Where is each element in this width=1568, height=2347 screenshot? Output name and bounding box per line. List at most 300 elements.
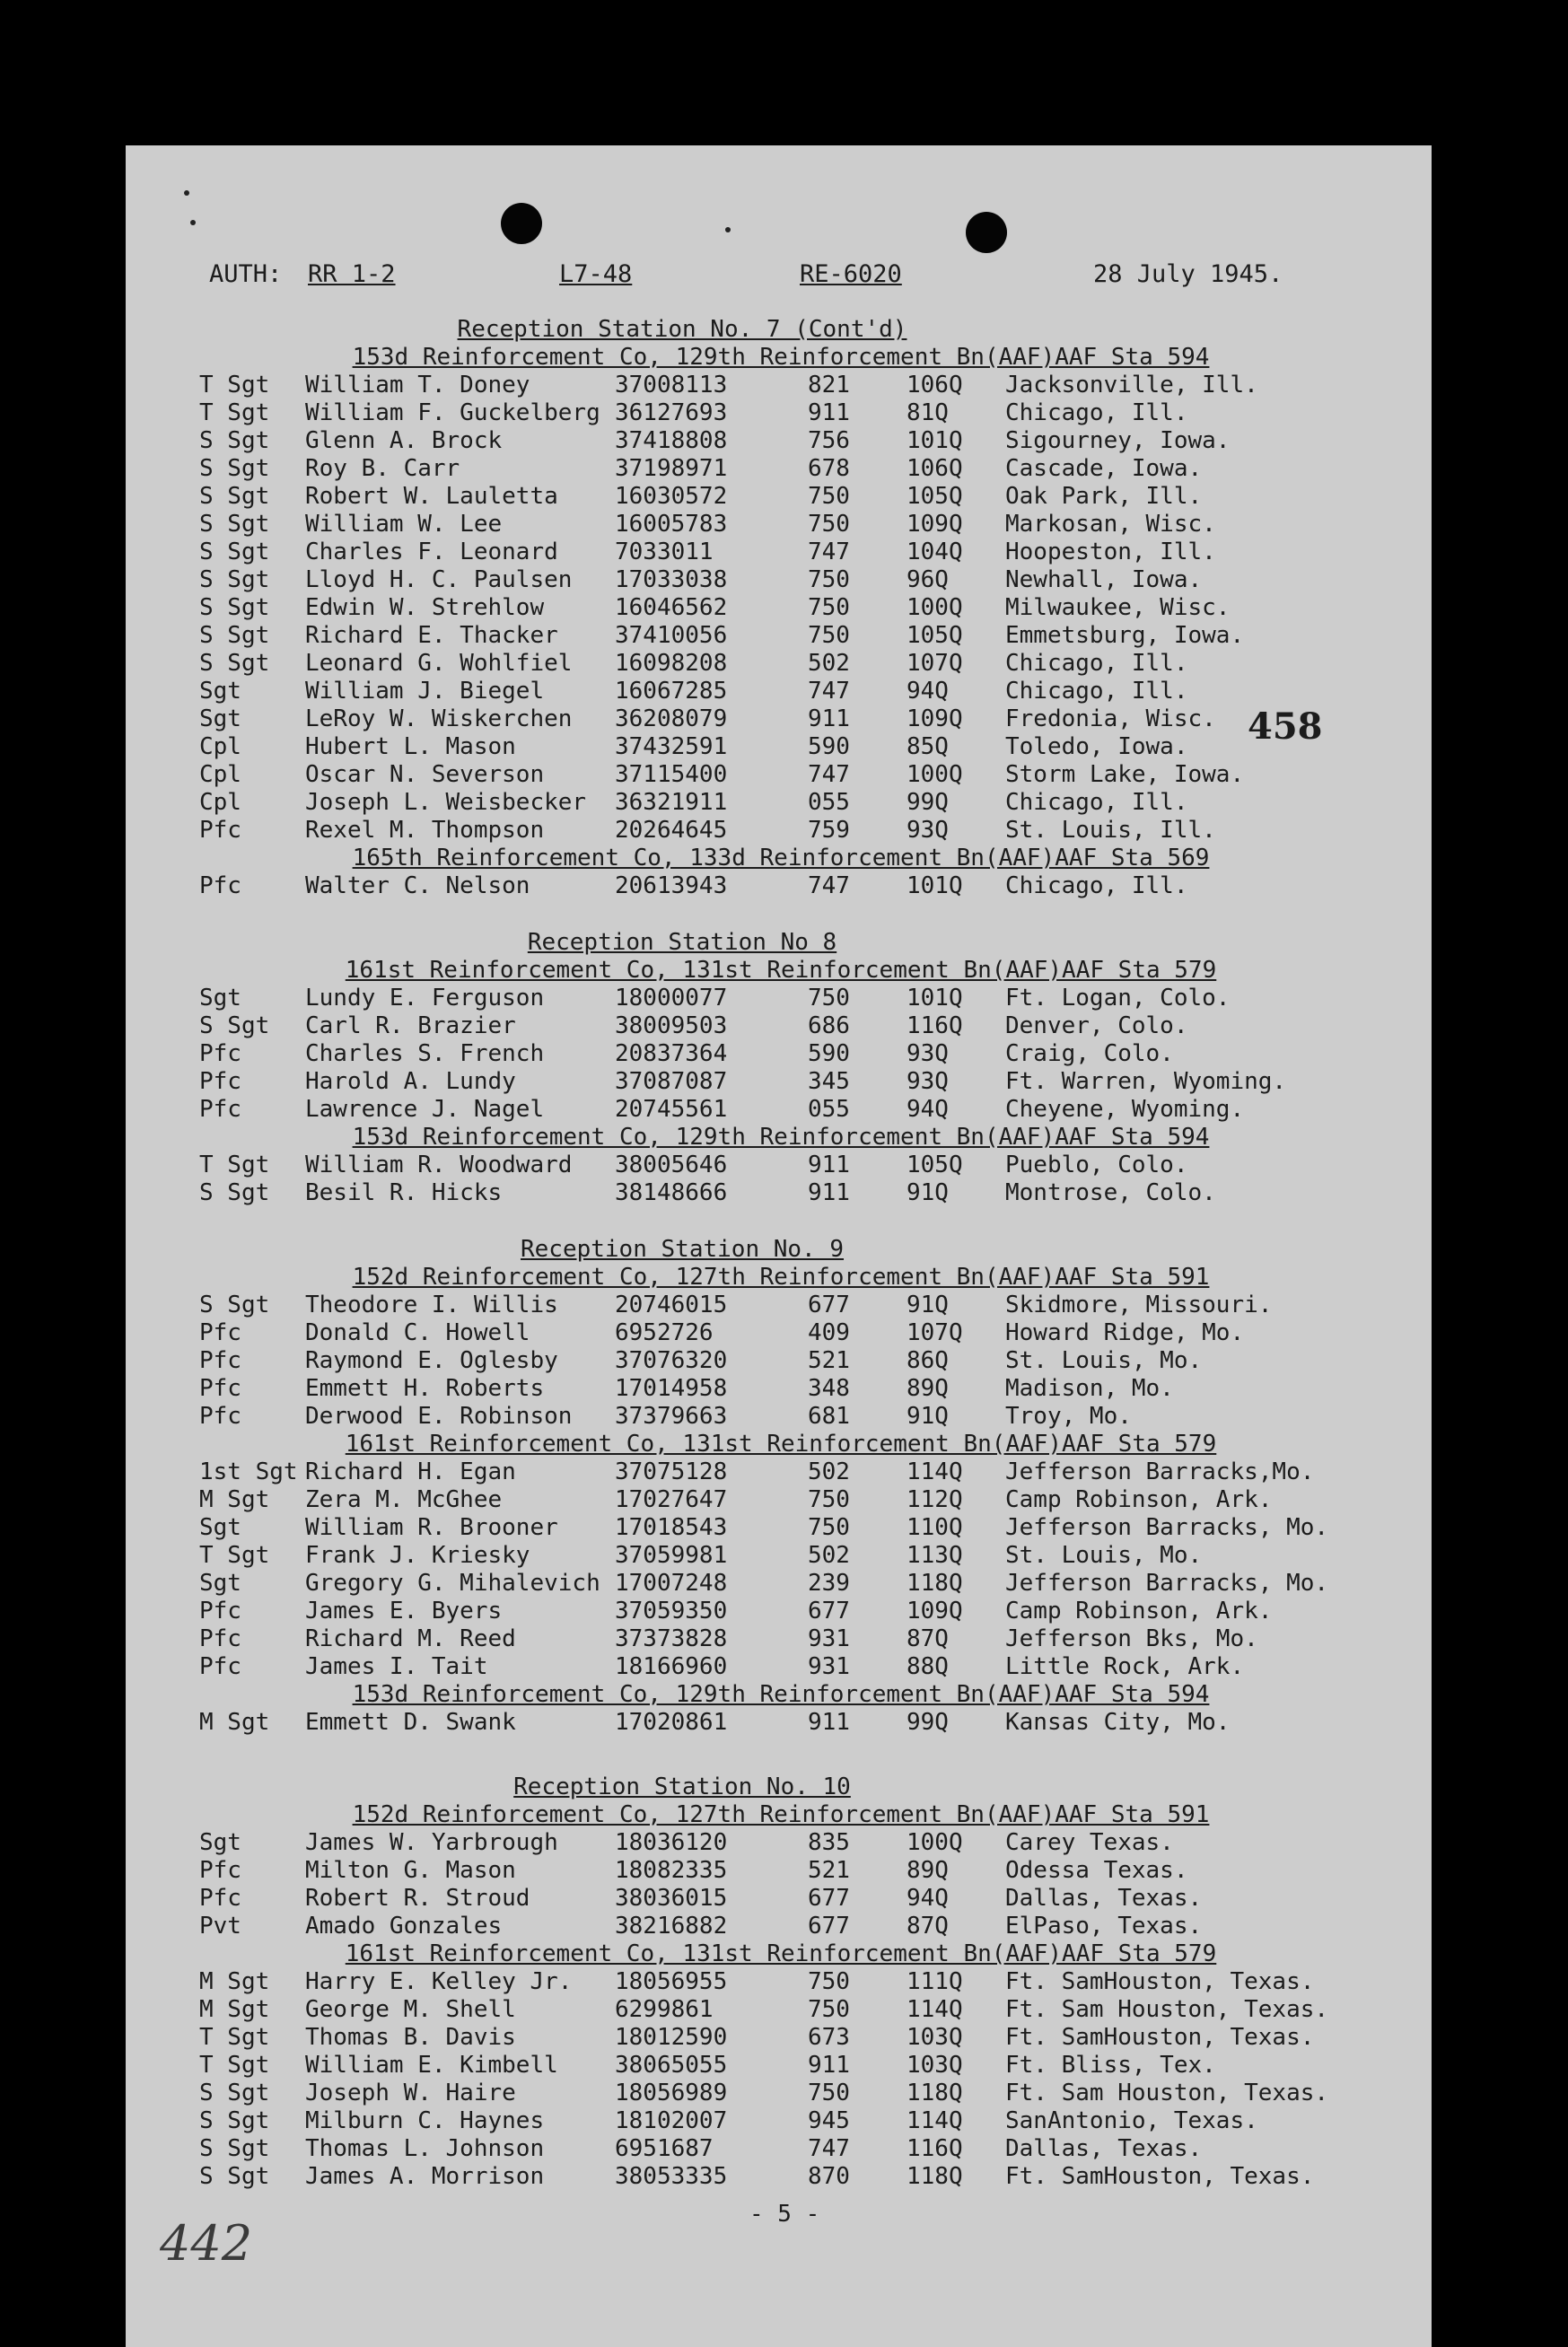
serial-number: 18056989	[615, 2080, 728, 2106]
mos-code: 945	[808, 2107, 850, 2134]
mos-code: 911	[808, 399, 850, 426]
mos-code: 673	[808, 2024, 850, 2051]
score: 116Q	[907, 1012, 963, 1039]
rank: S Sgt	[199, 1179, 270, 1206]
mos-code: 686	[808, 1012, 850, 1039]
mos-code: 750	[808, 1486, 850, 1513]
roster-row	[0, 2135, 1568, 2163]
score: 86Q	[907, 1347, 949, 1374]
mos-code: 750	[808, 511, 850, 538]
soldier-name: Edwin W. Strehlow	[305, 594, 545, 621]
rank: S Sgt	[199, 539, 270, 565]
score: 100Q	[907, 761, 963, 788]
roster-row	[0, 817, 1568, 845]
serial-number: 38005646	[615, 1152, 728, 1178]
home-town: Montrose, Colo.	[1005, 1179, 1216, 1206]
score: 107Q	[907, 1319, 963, 1346]
serial-number: 20613943	[615, 872, 728, 899]
mos-code: 931	[808, 1653, 850, 1680]
roster-row	[0, 733, 1568, 761]
score: 88Q	[907, 1653, 949, 1680]
rank: Pfc	[199, 1885, 241, 1912]
rank: Pfc	[199, 1598, 241, 1625]
home-town: Chicago, Ill.	[1005, 872, 1188, 899]
score: 106Q	[907, 372, 963, 398]
soldier-name: Thomas B. Davis	[305, 2024, 516, 2051]
home-town: Cascade, Iowa.	[1005, 455, 1203, 482]
roster-row	[0, 1968, 1568, 1996]
rank: S Sgt	[199, 2107, 270, 2134]
roster-row	[0, 1179, 1568, 1207]
serial-number: 37059981	[615, 1542, 728, 1569]
soldier-name: Glenn A. Brock	[305, 427, 503, 454]
home-town: Ft. SamHouston, Texas.	[1005, 2024, 1315, 2051]
home-town: Jefferson Bks, Mo.	[1005, 1625, 1258, 1652]
mos-code: 750	[808, 1968, 850, 1995]
home-town: Dallas, Texas.	[1005, 1885, 1203, 1912]
serial-number: 36127693	[615, 399, 728, 426]
soldier-name: Charles S. French	[305, 1040, 545, 1067]
soldier-name: Besil R. Hicks	[305, 1179, 503, 1206]
mos-code: 521	[808, 1347, 850, 1374]
home-town: Howard Ridge, Mo.	[1005, 1319, 1245, 1346]
mos-code: 756	[808, 427, 850, 454]
soldier-name: Emmett H. Roberts	[305, 1375, 545, 1402]
rank: M Sgt	[199, 1968, 270, 1995]
rank: Pfc	[199, 1347, 241, 1374]
soldier-name: James W. Yarbrough	[305, 1829, 558, 1856]
soldier-name: Harry E. Kelley Jr.	[305, 1968, 573, 1995]
roster-row	[0, 1319, 1568, 1347]
mos-code: 750	[808, 985, 850, 1011]
serial-number: 37410056	[615, 622, 728, 649]
score: 101Q	[907, 872, 963, 899]
soldier-name: Frank J. Kriesky	[305, 1542, 530, 1569]
serial-number: 16098208	[615, 650, 728, 677]
unit-heading: 153d Reinforcement Co, 129th Reinforcement Bn(AAF)AAF Sta 594	[352, 1124, 1210, 1151]
rank: S Sgt	[199, 622, 270, 649]
rank: Pfc	[199, 1403, 241, 1430]
handwritten-note: 442	[160, 2215, 253, 2272]
home-town: Ft. Bliss, Tex.	[1005, 2052, 1216, 2079]
rank: S Sgt	[199, 2080, 270, 2106]
serial-number: 6952726	[615, 1319, 714, 1346]
home-town: Fredonia, Wisc.	[1005, 705, 1216, 732]
mos-code: 747	[808, 678, 850, 705]
mos-code: 239	[808, 1570, 850, 1597]
soldier-name: Hubert L. Mason	[305, 733, 516, 760]
mos-code: 835	[808, 1829, 850, 1856]
mos-code: 911	[808, 1152, 850, 1178]
home-town: Cheyene, Wyoming.	[1005, 1096, 1245, 1123]
soldier-name: William T. Doney	[305, 372, 530, 398]
auth-value: RR 1-2	[308, 260, 396, 288]
soldier-name: Carl R. Brazier	[305, 1012, 516, 1039]
mos-code: 750	[808, 483, 850, 510]
score: 118Q	[907, 1570, 963, 1597]
serial-number: 17033038	[615, 566, 728, 593]
rank: T Sgt	[199, 1152, 270, 1178]
unit-heading: 165th Reinforcement Co, 133d Reinforcement Bn(AAF)AAF Sta 569	[352, 845, 1210, 871]
home-town: Toledo, Iowa.	[1005, 733, 1188, 760]
roster-row	[0, 1625, 1568, 1653]
soldier-name: William F. Guckelberg	[305, 399, 600, 426]
section-title: Reception Station No. 9	[520, 1236, 845, 1263]
score: 118Q	[907, 2080, 963, 2106]
score: 93Q	[907, 1040, 949, 1067]
home-town: Chicago, Ill.	[1005, 399, 1188, 426]
score: 105Q	[907, 622, 963, 649]
serial-number: 37432591	[615, 733, 728, 760]
home-town: Camp Robinson, Ark.	[1005, 1598, 1273, 1625]
roster-row	[0, 1347, 1568, 1375]
soldier-name: Thomas L. Johnson	[305, 2135, 545, 2162]
mos-code: 345	[808, 1068, 850, 1095]
soldier-name: Donald C. Howell	[305, 1319, 530, 1346]
home-town: Ft. SamHouston, Texas.	[1005, 1968, 1315, 1995]
score: 100Q	[907, 594, 963, 621]
serial-number: 20745561	[615, 1096, 728, 1123]
serial-number: 16005783	[615, 511, 728, 538]
serial-number: 7033011	[615, 539, 714, 565]
soldier-name: LeRoy W. Wiskerchen	[305, 705, 573, 732]
rank: S Sgt	[199, 594, 270, 621]
mos-code: 870	[808, 2163, 850, 2190]
unit-heading: 161st Reinforcement Co, 131st Reinforcement Bn(AAF)AAF Sta 579	[345, 1431, 1217, 1458]
serial-number: 37373828	[615, 1625, 728, 1652]
rank: Sgt	[199, 678, 241, 705]
score: 112Q	[907, 1486, 963, 1513]
rank: S Sgt	[199, 483, 270, 510]
code-a: L7-48	[559, 260, 633, 288]
roster-row	[0, 1152, 1568, 1179]
roster-row	[0, 2163, 1568, 2191]
mos-code: 677	[808, 1598, 850, 1625]
serial-number: 16067285	[615, 678, 728, 705]
roster-row	[0, 399, 1568, 427]
soldier-name: William R. Brooner	[305, 1514, 558, 1541]
section-title: Reception Station No. 10	[513, 1773, 851, 1800]
serial-number: 36321911	[615, 789, 728, 816]
rank: S Sgt	[199, 1292, 270, 1318]
rank: Pfc	[199, 1040, 241, 1067]
home-town: Ft. Warren, Wyoming.	[1005, 1068, 1287, 1095]
page-number: 458	[1248, 705, 1323, 748]
rank: T Sgt	[199, 2024, 270, 2051]
score: 100Q	[907, 1829, 963, 1856]
soldier-name: William R. Woodward	[305, 1152, 573, 1178]
home-town: Madison, Mo.	[1005, 1375, 1174, 1402]
score: 109Q	[907, 1598, 963, 1625]
home-town: Skidmore, Missouri.	[1005, 1292, 1273, 1318]
serial-number: 20837364	[615, 1040, 728, 1067]
soldier-name: Oscar N. Severson	[305, 761, 545, 788]
home-town: Ft. SamHouston, Texas.	[1005, 2163, 1315, 2190]
serial-number: 37379663	[615, 1403, 728, 1430]
roster-row	[0, 678, 1568, 705]
home-town: Storm Lake, Iowa.	[1005, 761, 1245, 788]
serial-number: 16030572	[615, 483, 728, 510]
mos-code: 502	[808, 650, 850, 677]
mos-code: 911	[808, 2052, 850, 2079]
soldier-name: Leonard G. Wohlfiel	[305, 650, 573, 677]
soldier-name: Roy B. Carr	[305, 455, 460, 482]
rank: Pfc	[199, 817, 241, 844]
serial-number: 37087087	[615, 1068, 728, 1095]
rank: S Sgt	[199, 455, 270, 482]
soldier-name: Richard M. Reed	[305, 1625, 516, 1652]
score: 87Q	[907, 1913, 949, 1940]
soldier-name: William W. Lee	[305, 511, 503, 538]
speck	[184, 190, 189, 196]
section-title: Reception Station No. 7 (Cont'd)	[457, 316, 907, 343]
soldier-name: Lundy E. Ferguson	[305, 985, 545, 1011]
score: 101Q	[907, 985, 963, 1011]
score: 106Q	[907, 455, 963, 482]
serial-number: 16046562	[615, 594, 728, 621]
home-town: Odessa Texas.	[1005, 1857, 1188, 1884]
rank: S Sgt	[199, 511, 270, 538]
punch-hole-right	[966, 212, 1007, 253]
score: 94Q	[907, 678, 949, 705]
soldier-name: William E. Kimbell	[305, 2052, 558, 2079]
soldier-name: Derwood E. Robinson	[305, 1403, 573, 1430]
rank: M Sgt	[199, 1486, 270, 1513]
roster-row	[0, 511, 1568, 539]
rank: Sgt	[199, 1570, 241, 1597]
rank: Pfc	[199, 872, 241, 899]
score: 103Q	[907, 2024, 963, 2051]
score: 91Q	[907, 1179, 949, 1206]
home-town: Dallas, Texas.	[1005, 2135, 1203, 2162]
mos-code: 502	[808, 1458, 850, 1485]
score: 105Q	[907, 483, 963, 510]
footer-page-number: - 5 -	[749, 2201, 820, 2228]
serial-number: 37076320	[615, 1347, 728, 1374]
rank: Pfc	[199, 1857, 241, 1884]
home-town: Ft. Sam Houston, Texas.	[1005, 2080, 1329, 2106]
home-town: St. Louis, Mo.	[1005, 1347, 1203, 1374]
score: 109Q	[907, 705, 963, 732]
roster-row	[0, 2107, 1568, 2135]
soldier-name: Zera M. McGhee	[305, 1486, 503, 1513]
soldier-name: Theodore I. Willis	[305, 1292, 558, 1318]
roster-row	[0, 483, 1568, 511]
roster-row	[0, 1709, 1568, 1737]
rank: T Sgt	[199, 372, 270, 398]
home-town: Pueblo, Colo.	[1005, 1152, 1188, 1178]
score: 89Q	[907, 1857, 949, 1884]
score: 116Q	[907, 2135, 963, 2162]
mos-code: 590	[808, 733, 850, 760]
serial-number: 18036120	[615, 1829, 728, 1856]
score: 101Q	[907, 427, 963, 454]
roster-row	[0, 1857, 1568, 1885]
rank: Pfc	[199, 1068, 241, 1095]
score: 110Q	[907, 1514, 963, 1541]
section-title: Reception Station No 8	[527, 929, 837, 956]
score: 99Q	[907, 789, 949, 816]
soldier-name: George M. Shell	[305, 1996, 516, 2023]
rank: M Sgt	[199, 1709, 270, 1736]
serial-number: 38009503	[615, 1012, 728, 1039]
rank: Pfc	[199, 1375, 241, 1402]
unit-heading: 153d Reinforcement Co, 129th Reinforcement Bn(AAF)AAF Sta 594	[352, 1681, 1210, 1708]
speck	[190, 220, 196, 225]
mos-code: 677	[808, 1292, 850, 1318]
soldier-name: Robert R. Stroud	[305, 1885, 530, 1912]
score: 94Q	[907, 1885, 949, 1912]
mos-code: 750	[808, 622, 850, 649]
mos-code: 747	[808, 2135, 850, 2162]
home-town: Emmetsburg, Iowa.	[1005, 622, 1245, 649]
serial-number: 20264645	[615, 817, 728, 844]
mos-code: 681	[808, 1403, 850, 1430]
serial-number: 17020861	[615, 1709, 728, 1736]
rank: Cpl	[199, 789, 241, 816]
soldier-name: James I. Tait	[305, 1653, 488, 1680]
mos-code: 750	[808, 1996, 850, 2023]
serial-number: 37198971	[615, 455, 728, 482]
mos-code: 055	[808, 1096, 850, 1123]
score: 114Q	[907, 2107, 963, 2134]
home-town: Jefferson Barracks,Mo.	[1005, 1458, 1315, 1485]
home-town: Hoopeston, Ill.	[1005, 539, 1216, 565]
soldier-name: Richard H. Egan	[305, 1458, 516, 1485]
soldier-name: Richard E. Thacker	[305, 622, 558, 649]
roster-row	[0, 1885, 1568, 1913]
mos-code: 747	[808, 539, 850, 565]
unit-heading: 152d Reinforcement Co, 127th Reinforcement Bn(AAF)AAF Sta 591	[352, 1801, 1210, 1828]
serial-number: 17027647	[615, 1486, 728, 1513]
roster-row	[0, 1403, 1568, 1431]
mos-code: 911	[808, 705, 850, 732]
rank: Pvt	[199, 1913, 241, 1940]
soldier-name: Robert W. Lauletta	[305, 483, 558, 510]
score: 89Q	[907, 1375, 949, 1402]
roster-row	[0, 705, 1568, 733]
serial-number: 18082335	[615, 1857, 728, 1884]
soldier-name: Milton G. Mason	[305, 1857, 516, 1884]
serial-number: 36208079	[615, 705, 728, 732]
mos-code: 678	[808, 455, 850, 482]
roster-row	[0, 1653, 1568, 1681]
soldier-name: Joseph W. Haire	[305, 2080, 516, 2106]
home-town: Markosan, Wisc.	[1005, 511, 1216, 538]
soldier-name: Lawrence J. Nagel	[305, 1096, 545, 1123]
rank: Sgt	[199, 705, 241, 732]
roster-row	[0, 539, 1568, 566]
rank: 1st Sgt	[199, 1458, 298, 1485]
rank: Pfc	[199, 1653, 241, 1680]
soldier-name: Charles F. Leonard	[305, 539, 558, 565]
serial-number: 18056955	[615, 1968, 728, 1995]
mos-code: 750	[808, 1514, 850, 1541]
roster-row	[0, 2080, 1568, 2107]
rank: S Sgt	[199, 2135, 270, 2162]
home-town: Jefferson Barracks, Mo.	[1005, 1514, 1329, 1541]
home-town: Craig, Colo.	[1005, 1040, 1174, 1067]
roster-row	[0, 455, 1568, 483]
soldier-name: James A. Morrison	[305, 2163, 545, 2190]
serial-number: 38065055	[615, 2052, 728, 2079]
roster-row	[0, 1598, 1568, 1625]
mos-code: 348	[808, 1375, 850, 1402]
roster-row	[0, 427, 1568, 455]
serial-number: 38216882	[615, 1913, 728, 1940]
home-town: Sigourney, Iowa.	[1005, 427, 1231, 454]
serial-number: 17014958	[615, 1375, 728, 1402]
soldier-name: Raymond E. Oglesby	[305, 1347, 558, 1374]
serial-number: 37075128	[615, 1458, 728, 1485]
score: 94Q	[907, 1096, 949, 1123]
unit-heading: 161st Reinforcement Co, 131st Reinforcement Bn(AAF)AAF Sta 579	[345, 1940, 1217, 1967]
score: 107Q	[907, 650, 963, 677]
roster-row	[0, 1486, 1568, 1514]
mos-code: 055	[808, 789, 850, 816]
mos-code: 750	[808, 566, 850, 593]
soldier-name: Milburn C. Haynes	[305, 2107, 545, 2134]
roster-row	[0, 985, 1568, 1012]
serial-number: 38148666	[615, 1179, 728, 1206]
score: 114Q	[907, 1458, 963, 1485]
soldier-name: Lloyd H. C. Paulsen	[305, 566, 573, 593]
home-town: Ft. Sam Houston, Texas.	[1005, 1996, 1329, 2023]
rank: T Sgt	[199, 2052, 270, 2079]
mos-code: 931	[808, 1625, 850, 1652]
soldier-name: James E. Byers	[305, 1598, 503, 1625]
roster-row	[0, 1292, 1568, 1319]
rank: Pfc	[199, 1625, 241, 1652]
soldier-name: Rexel M. Thompson	[305, 817, 545, 844]
serial-number: 38036015	[615, 1885, 728, 1912]
serial-number: 6951687	[615, 2135, 714, 2162]
roster-row	[0, 2024, 1568, 2052]
home-town: Jefferson Barracks, Mo.	[1005, 1570, 1329, 1597]
score: 118Q	[907, 2163, 963, 2190]
roster-row	[0, 622, 1568, 650]
home-town: Chicago, Ill.	[1005, 678, 1188, 705]
score: 93Q	[907, 1068, 949, 1095]
unit-heading: 152d Reinforcement Co, 127th Reinforcement Bn(AAF)AAF Sta 591	[352, 1264, 1210, 1291]
home-town: Ft. Logan, Colo.	[1005, 985, 1231, 1011]
mos-code: 911	[808, 1179, 850, 1206]
home-town: Chicago, Ill.	[1005, 789, 1188, 816]
score: 99Q	[907, 1709, 949, 1736]
soldier-name: Emmett D. Swank	[305, 1709, 516, 1736]
serial-number: 6299861	[615, 1996, 714, 2023]
rank: Cpl	[199, 761, 241, 788]
serial-number: 37418808	[615, 427, 728, 454]
rank: T Sgt	[199, 399, 270, 426]
score: 85Q	[907, 733, 949, 760]
soldier-name: William J. Biegel	[305, 678, 545, 705]
serial-number: 38053335	[615, 2163, 728, 2190]
home-town: Milwaukee, Wisc.	[1005, 594, 1231, 621]
rank: Sgt	[199, 1514, 241, 1541]
roster-row	[0, 1829, 1568, 1857]
mos-code: 821	[808, 372, 850, 398]
mos-code: 502	[808, 1542, 850, 1569]
home-town: Camp Robinson, Ark.	[1005, 1486, 1273, 1513]
score: 109Q	[907, 511, 963, 538]
roster-row	[0, 1068, 1568, 1096]
auth-label: AUTH:	[209, 260, 283, 288]
roster-row	[0, 594, 1568, 622]
score: 93Q	[907, 817, 949, 844]
roster-row	[0, 1375, 1568, 1403]
home-town: Little Rock, Ark.	[1005, 1653, 1245, 1680]
